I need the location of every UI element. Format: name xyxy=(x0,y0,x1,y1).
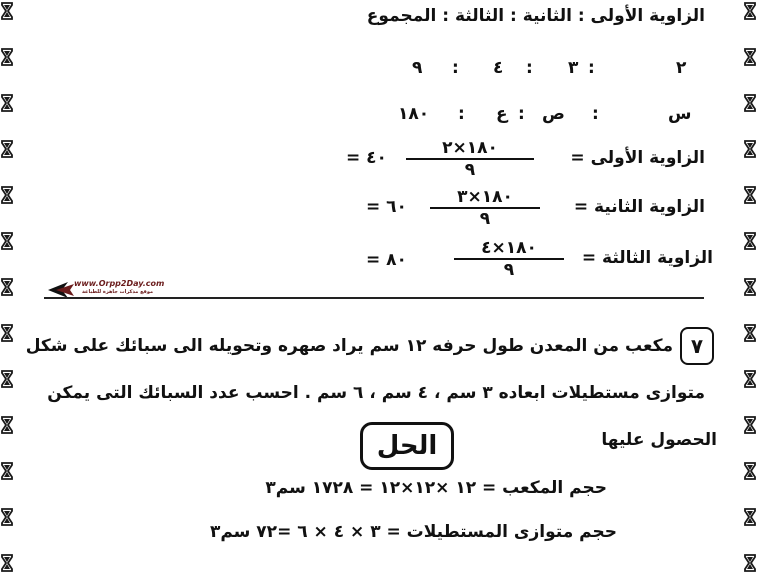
logo-subtext: موقع مذكرات جاهزة للطباعة xyxy=(82,289,154,295)
hourglass-ornament-icon xyxy=(744,370,756,388)
ratio-cell: ٣ xyxy=(568,58,579,78)
fraction-denominator: ٩ xyxy=(479,209,491,229)
fraction-numerator: ١٨٠×٣ xyxy=(457,187,513,207)
question-line-3: الحصول عليها xyxy=(601,430,717,450)
hourglass-ornament-icon xyxy=(1,554,13,572)
angle-label: الزاوية الثالثة = xyxy=(581,248,713,268)
left-decorative-border xyxy=(0,0,14,556)
question-number-badge: ٧ xyxy=(680,327,714,365)
hourglass-ornament-icon xyxy=(744,232,756,250)
ratio-cell: ٤ xyxy=(493,58,504,78)
ratio-cell: ٢ xyxy=(676,58,687,78)
section-divider xyxy=(44,297,704,299)
hourglass-ornament-icon xyxy=(744,48,756,66)
angle-fraction xyxy=(406,138,534,180)
ratio-cell: ١٨٠ xyxy=(398,104,430,124)
hourglass-ornament-icon xyxy=(744,416,756,434)
solution-title-box: الحل xyxy=(360,422,454,470)
angle-result: = ٤٠ xyxy=(346,148,387,168)
solution-line-1: حجم المكعب = ١٢ ×١٢×١٢ = ١٧٢٨ سم٣ xyxy=(265,478,607,498)
ratio-cell: ص xyxy=(542,104,565,124)
angle-label: الزاوية الثانية = xyxy=(573,197,705,217)
hourglass-ornament-icon xyxy=(744,278,756,296)
hourglass-ornament-icon xyxy=(744,324,756,342)
ratio-sep: : xyxy=(588,58,595,78)
fraction-denominator: ٩ xyxy=(503,260,515,280)
hourglass-ornament-icon xyxy=(1,416,13,434)
hourglass-ornament-icon xyxy=(744,186,756,204)
hourglass-ornament-icon xyxy=(1,140,13,158)
question-line-2: متوازى مستطيلات ابعاده ٣ سم ، ٤ سم ، ٦ سم . احسب عدد السبائك التى يمكن xyxy=(47,383,705,403)
ratio-sep: : xyxy=(452,58,459,78)
hourglass-ornament-icon xyxy=(1,508,13,526)
hourglass-ornament-icon xyxy=(1,48,13,66)
question-line-1: مكعب من المعدن طول حرفه ١٢ سم يراد صهره وتحويله الى سبائك على شكل xyxy=(25,336,673,356)
hourglass-ornament-icon xyxy=(744,94,756,112)
solution-line-2: حجم متوازى المستطيلات = ٣ × ٤ × ٦ =٧٢ سم٣ xyxy=(209,522,617,542)
hourglass-ornament-icon xyxy=(1,462,13,480)
ratio-cell: ع xyxy=(496,104,508,124)
hourglass-ornament-icon xyxy=(1,370,13,388)
angle-result: = ٨٠ xyxy=(366,250,407,270)
angle-result: = ٦٠ xyxy=(366,197,407,217)
ratio-sep: : xyxy=(526,58,533,78)
ratio-header: الزاوية الأولى : الثانية : الثالثة : المجموع xyxy=(366,6,705,26)
logo-text: www.Orpp2Day.com xyxy=(74,279,165,288)
fraction-denominator: ٩ xyxy=(464,160,476,180)
hourglass-ornament-icon xyxy=(744,554,756,572)
fraction-numerator: ١٨٠×٤ xyxy=(481,238,537,258)
hourglass-ornament-icon xyxy=(1,186,13,204)
hourglass-ornament-icon xyxy=(1,94,13,112)
hourglass-ornament-icon xyxy=(744,2,756,20)
fraction-numerator: ١٨٠×٢ xyxy=(442,138,498,158)
hourglass-ornament-icon xyxy=(1,2,13,20)
ratio-cell: س xyxy=(668,104,692,124)
ratio-cell: ٩ xyxy=(412,58,423,78)
hourglass-ornament-icon xyxy=(744,462,756,480)
ratio-sep: : xyxy=(518,104,525,124)
ratio-sep: : xyxy=(592,104,599,124)
hourglass-ornament-icon xyxy=(744,508,756,526)
angle-fraction xyxy=(454,238,564,280)
ratio-sep: : xyxy=(458,104,465,124)
hourglass-ornament-icon xyxy=(1,232,13,250)
hourglass-ornament-icon xyxy=(1,324,13,342)
angle-fraction xyxy=(430,187,540,229)
right-decorative-border xyxy=(743,0,757,556)
angle-label: الزاوية الأولى = xyxy=(570,148,705,168)
hourglass-ornament-icon xyxy=(744,140,756,158)
hourglass-ornament-icon xyxy=(1,278,13,296)
